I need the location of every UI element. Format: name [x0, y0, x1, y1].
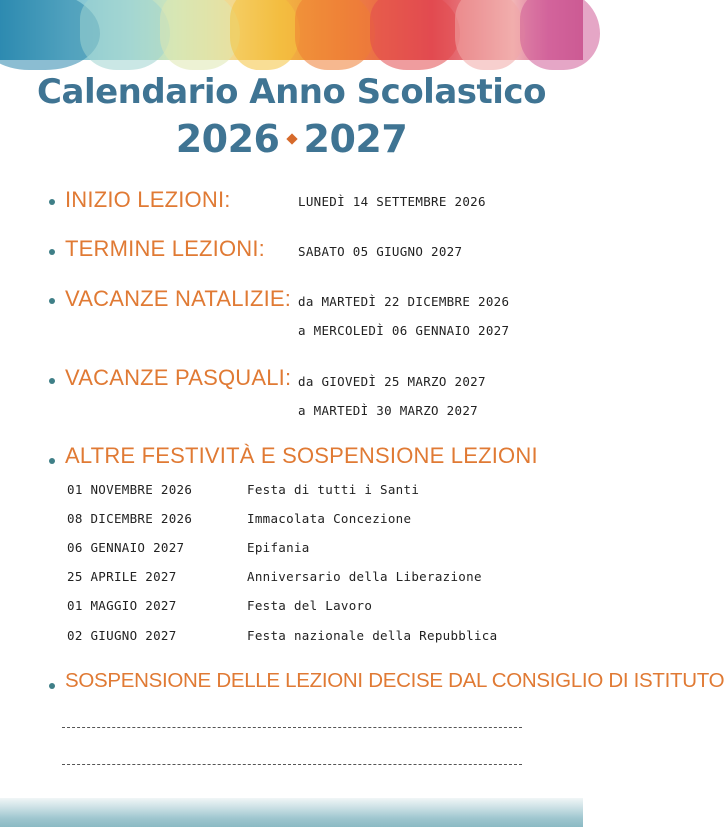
paint-stroke	[160, 0, 240, 70]
diamond-separator-icon	[286, 133, 297, 144]
bullet-icon	[49, 249, 55, 255]
page-title: Calendario Anno Scolastico	[37, 72, 546, 112]
year-end: 2027	[303, 117, 408, 161]
altre-heading: ALTRE FESTIVITÀ E SOSPENSIONE LEZIONI	[65, 443, 538, 468]
festivita-desc: Festa nazionale della Repubblica	[247, 628, 498, 643]
natalizie-end: a MERCOLEDÌ 06 GENNAIO 2027	[298, 323, 510, 338]
pasquali-start: da GIOVEDÌ 25 MARZO 2027	[298, 374, 486, 389]
paint-stroke	[520, 0, 600, 70]
pasquali-heading: VACANZE PASQUALI:	[65, 365, 292, 390]
festivita-desc: Anniversario della Liberazione	[247, 569, 482, 584]
paint-stroke	[370, 0, 460, 70]
paint-stroke	[230, 0, 300, 70]
paint-stroke	[80, 0, 170, 70]
pasquali-end: a MARTEDÌ 30 MARZO 2027	[298, 403, 478, 418]
festivita-date: 02 GIUGNO 2027	[67, 628, 177, 643]
consiglio-heading: SOSPENSIONE DELLE LEZIONI DECISE DAL CONSIGLIO DI ISTITUTO	[65, 669, 724, 692]
paint-stroke	[295, 0, 375, 70]
festivita-date: 01 NOVEMBRE 2026	[67, 482, 193, 497]
termine-date: SABATO 05 GIUGNO 2027	[298, 244, 463, 259]
bullet-icon	[49, 298, 55, 304]
bottom-paint-banner	[0, 798, 583, 827]
bullet-icon	[49, 199, 55, 205]
inizio-heading: INIZIO LEZIONI:	[65, 187, 231, 212]
festivita-date: 01 MAGGIO 2027	[67, 598, 177, 613]
natalizie-heading: VACANZE NATALIZIE:	[65, 286, 292, 311]
blank-line	[62, 764, 522, 765]
page-title-years	[0, 116, 583, 162]
festivita-date: 08 DICEMBRE 2026	[67, 511, 193, 526]
festivita-date: 25 APRILE 2027	[67, 569, 177, 584]
termine-heading: TERMINE LEZIONI:	[65, 236, 265, 261]
inizio-date: LUNEDÌ 14 SETTEMBRE 2026	[298, 194, 486, 209]
festivita-date: 06 GENNAIO 2027	[67, 540, 185, 555]
festivita-desc: Festa di tutti i Santi	[247, 482, 420, 497]
bullet-icon	[49, 683, 55, 689]
festivita-desc: Festa del Lavoro	[247, 598, 373, 613]
year-start: 2026	[175, 117, 280, 161]
bullet-icon	[49, 458, 55, 464]
blank-line	[62, 727, 522, 728]
paint-stroke	[455, 0, 525, 70]
top-paint-banner	[0, 0, 583, 60]
festivita-desc: Immacolata Concezione	[247, 511, 412, 526]
natalizie-start: da MARTEDÌ 22 DICEMBRE 2026	[298, 294, 510, 309]
bullet-icon	[49, 378, 55, 384]
festivita-desc: Epifania	[247, 540, 310, 555]
